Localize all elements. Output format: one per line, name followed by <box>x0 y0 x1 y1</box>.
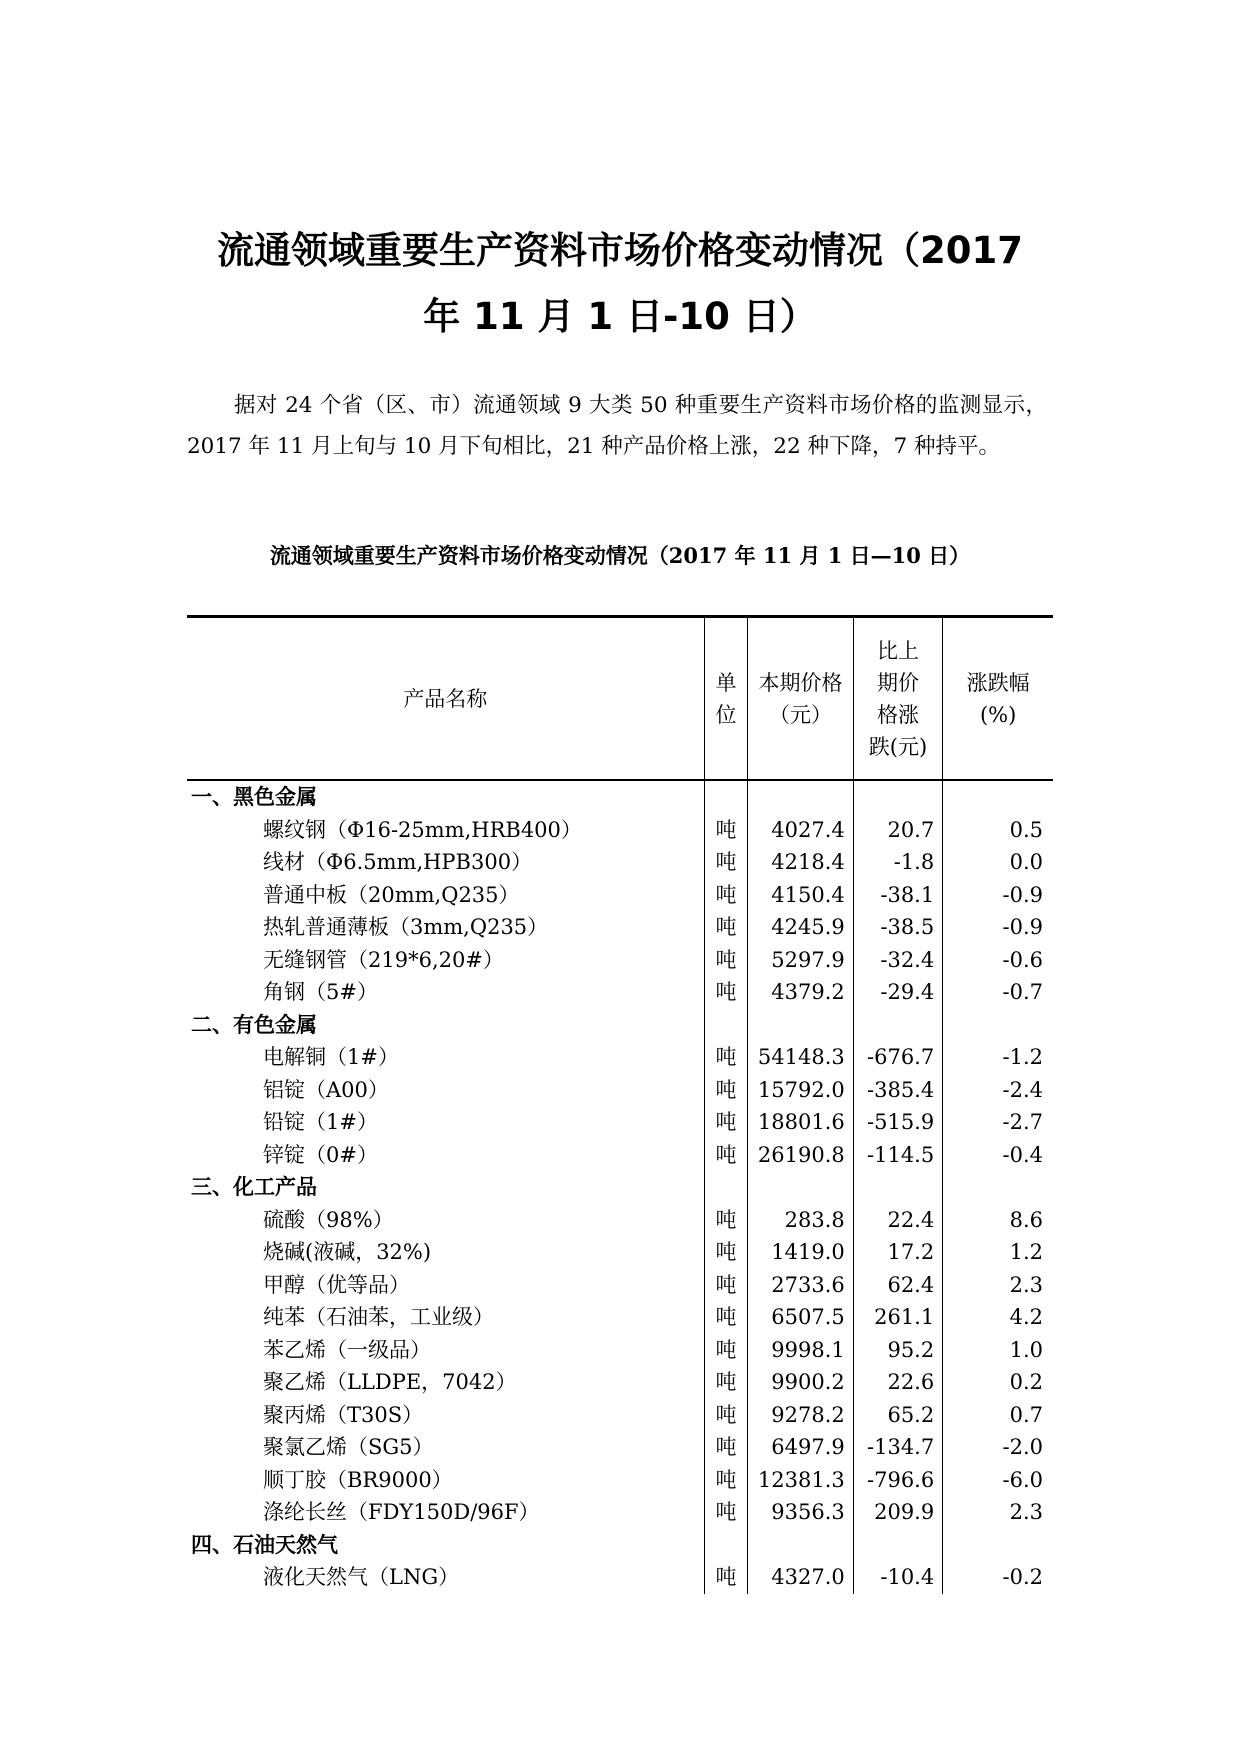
cell-product-name: 无缝钢管（219*6,20#） <box>263 947 504 972</box>
cell-percent: -2.0 <box>943 1431 1053 1464</box>
table-header-row <box>187 617 1053 781</box>
table-row <box>187 1074 1053 1107</box>
page-title <box>150 218 1090 350</box>
cell-price: 26190.8 <box>748 1139 853 1172</box>
cell-change: 261.1 <box>853 1301 942 1334</box>
cell-change <box>853 1009 942 1042</box>
cell-percent: 2.3 <box>943 1269 1053 1302</box>
cell-price <box>748 1529 853 1562</box>
cell-unit: 吨 <box>704 846 748 879</box>
cell-price: 9900.2 <box>748 1366 853 1399</box>
cell-product-name: 烧碱(液碱，32%) <box>263 1240 432 1264</box>
cell-price: 15792.0 <box>748 1074 853 1107</box>
cell-product-name: 聚乙烯（LLDPE，7042） <box>263 1370 517 1394</box>
cell-unit: 吨 <box>704 1496 748 1529</box>
header-percent-label: 涨跌幅(%) <box>966 670 1030 727</box>
cell-unit: 吨 <box>704 1269 748 1302</box>
cell-unit: 吨 <box>704 976 748 1009</box>
cell-price <box>748 1009 853 1042</box>
cell-unit: 吨 <box>704 1074 748 1107</box>
cell-price: 6507.5 <box>748 1301 853 1334</box>
table-row <box>187 1431 1053 1464</box>
page-title-line2: 年 11 月 1 日-10 日） <box>423 295 817 338</box>
cell-price: 4027.4 <box>748 814 853 847</box>
cell-percent: -1.2 <box>943 1041 1053 1074</box>
cell-product-name: 苯乙烯（一级品） <box>263 1337 431 1362</box>
header-unit-label: 单位 <box>715 670 737 727</box>
table-row <box>187 1464 1053 1497</box>
cell-unit: 吨 <box>704 1399 748 1432</box>
cell-price: 12381.3 <box>748 1464 853 1497</box>
cell-change: -38.1 <box>853 879 942 912</box>
cell-product-name: 螺纹钢（Φ16-25mm,HRB400） <box>263 817 582 842</box>
table-row <box>187 814 1053 847</box>
cell-unit: 吨 <box>704 1561 748 1594</box>
cell-change: 22.6 <box>853 1366 942 1399</box>
table-row <box>187 1366 1053 1399</box>
table-row <box>187 1399 1053 1432</box>
intro-paragraph: 据对 24 个省（区、市）流通领域 9 大类 50 种重要生产资料市场价格的监测显示，2017 年 11 月上旬与 10 月下旬相比，21 种产品价格上涨，22 种下降，7 种持平。 <box>187 393 1047 459</box>
table-row <box>187 944 1053 977</box>
category-row <box>187 780 1053 814</box>
category-row <box>187 1529 1053 1562</box>
cell-change: 95.2 <box>853 1334 942 1367</box>
cell-product-name: 四、石油天然气 <box>191 1532 338 1557</box>
cell-price: 1419.0 <box>748 1236 853 1269</box>
cell-unit: 吨 <box>704 1464 748 1497</box>
cell-change: -515.9 <box>853 1106 942 1139</box>
table-row <box>187 1106 1053 1139</box>
cell-unit <box>704 780 748 814</box>
cell-product-name: 铅锭（1#） <box>263 1110 378 1134</box>
cell-percent: 0.2 <box>943 1366 1053 1399</box>
table-row <box>187 976 1053 1009</box>
cell-change <box>853 1529 942 1562</box>
cell-change: 22.4 <box>853 1204 942 1237</box>
cell-product-name: 三、化工产品 <box>191 1175 317 1199</box>
cell-product-name: 聚丙烯（T30S） <box>263 1402 424 1427</box>
cell-change: -29.4 <box>853 976 942 1009</box>
cell-product-name: 铝锭（A00） <box>263 1077 389 1102</box>
cell-percent: 1.2 <box>943 1236 1053 1269</box>
cell-price <box>748 780 853 814</box>
table-row <box>187 911 1053 944</box>
cell-change: 62.4 <box>853 1269 942 1302</box>
cell-product-name: 硫酸（98%） <box>263 1207 394 1232</box>
header-unit <box>704 617 748 781</box>
cell-unit <box>704 1529 748 1562</box>
header-percent <box>943 617 1053 781</box>
cell-percent: -2.7 <box>943 1106 1053 1139</box>
cell-price: 2733.6 <box>748 1269 853 1302</box>
table-row <box>187 846 1053 879</box>
cell-price: 4327.0 <box>748 1561 853 1594</box>
table-row <box>187 1561 1053 1594</box>
cell-product-name: 热轧普通薄板（3mm,Q235） <box>263 915 549 939</box>
cell-percent: -0.4 <box>943 1139 1053 1172</box>
cell-percent: 0.5 <box>943 814 1053 847</box>
cell-unit: 吨 <box>704 1301 748 1334</box>
cell-product-name: 二、有色金属 <box>191 1012 317 1037</box>
header-product-name: 产品名称 <box>187 617 704 781</box>
cell-product-name: 顺丁胶（BR9000） <box>263 1467 453 1492</box>
cell-percent: -0.6 <box>943 944 1053 977</box>
cell-unit <box>704 1009 748 1042</box>
cell-unit: 吨 <box>704 1139 748 1172</box>
cell-percent: -2.4 <box>943 1074 1053 1107</box>
cell-percent: -0.2 <box>943 1561 1053 1594</box>
cell-change: 20.7 <box>853 814 942 847</box>
cell-change: -1.8 <box>853 846 942 879</box>
cell-percent: -0.9 <box>943 879 1053 912</box>
table-row <box>187 1301 1053 1334</box>
header-change-label: 比上期价格涨跌(元) <box>868 638 928 759</box>
cell-product-name: 纯苯（石油苯，工业级） <box>263 1305 494 1329</box>
cell-product-name: 普通中板（20mm,Q235） <box>263 882 520 907</box>
cell-unit: 吨 <box>704 1041 748 1074</box>
table-row <box>187 1139 1053 1172</box>
cell-product-name: 聚氯乙烯（SG5） <box>263 1435 434 1459</box>
cell-unit: 吨 <box>704 879 748 912</box>
cell-change: -134.7 <box>853 1431 942 1464</box>
cell-product-name: 锌锭（0#） <box>263 1142 378 1167</box>
table-row <box>187 879 1053 912</box>
cell-unit: 吨 <box>704 944 748 977</box>
cell-percent: 4.2 <box>943 1301 1053 1334</box>
cell-price: 9998.1 <box>748 1334 853 1367</box>
cell-product-name: 甲醇（优等品） <box>263 1272 410 1297</box>
cell-unit: 吨 <box>704 1106 748 1139</box>
cell-product-name: 涤纶长丝（FDY150D/96F） <box>263 1500 540 1524</box>
cell-percent <box>943 1171 1053 1204</box>
cell-percent: -6.0 <box>943 1464 1053 1497</box>
table-row <box>187 1269 1053 1302</box>
cell-change: -385.4 <box>853 1074 942 1107</box>
cell-product-name: 电解铜（1#） <box>263 1045 399 1069</box>
cell-price <box>748 1171 853 1204</box>
table-body <box>187 780 1053 1594</box>
cell-change: -10.4 <box>853 1561 942 1594</box>
table-caption: 流通领域重要生产资料市场价格变动情况（2017 年 11 月 1 日—10 日） <box>269 543 971 568</box>
cell-unit: 吨 <box>704 1334 748 1367</box>
cell-percent <box>943 1009 1053 1042</box>
cell-unit: 吨 <box>704 1204 748 1237</box>
cell-unit: 吨 <box>704 911 748 944</box>
cell-price: 54148.3 <box>748 1041 853 1074</box>
cell-product-name: 一、黑色金属 <box>191 785 317 809</box>
header-price-label: 本期价格（元） <box>758 670 843 727</box>
cell-price: 18801.6 <box>748 1106 853 1139</box>
cell-percent: 8.6 <box>943 1204 1053 1237</box>
cell-change: -32.4 <box>853 944 942 977</box>
category-row <box>187 1171 1053 1204</box>
cell-price: 4245.9 <box>748 911 853 944</box>
table-row <box>187 1041 1053 1074</box>
cell-change: 209.9 <box>853 1496 942 1529</box>
cell-change: -796.6 <box>853 1464 942 1497</box>
cell-percent <box>943 1529 1053 1562</box>
cell-unit: 吨 <box>704 1431 748 1464</box>
cell-price: 9278.2 <box>748 1399 853 1432</box>
table-row <box>187 1236 1053 1269</box>
cell-price: 9356.3 <box>748 1496 853 1529</box>
cell-percent: 0.0 <box>943 846 1053 879</box>
cell-percent: 2.3 <box>943 1496 1053 1529</box>
cell-price: 6497.9 <box>748 1431 853 1464</box>
table-row <box>187 1496 1053 1529</box>
header-change <box>853 617 942 781</box>
cell-unit: 吨 <box>704 1366 748 1399</box>
price-table <box>187 615 1053 1594</box>
header-price <box>748 617 853 781</box>
table-row <box>187 1334 1053 1367</box>
page-title-line1: 流通领域重要生产资料市场价格变动情况（2017 <box>217 229 1023 272</box>
cell-price: 5297.9 <box>748 944 853 977</box>
cell-product-name: 角钢（5#） <box>263 980 378 1004</box>
cell-price: 283.8 <box>748 1204 853 1237</box>
cell-change <box>853 1171 942 1204</box>
cell-price: 4150.4 <box>748 879 853 912</box>
cell-change: -676.7 <box>853 1041 942 1074</box>
cell-change: 65.2 <box>853 1399 942 1432</box>
table-row <box>187 1204 1053 1237</box>
cell-price: 4379.2 <box>748 976 853 1009</box>
cell-unit <box>704 1171 748 1204</box>
category-row <box>187 1009 1053 1042</box>
cell-percent: 0.7 <box>943 1399 1053 1432</box>
cell-percent: 1.0 <box>943 1334 1053 1367</box>
cell-product-name: 液化天然气（LNG） <box>263 1565 460 1589</box>
cell-unit: 吨 <box>704 814 748 847</box>
cell-percent: -0.9 <box>943 911 1053 944</box>
cell-change: -114.5 <box>853 1139 942 1172</box>
cell-percent: -0.7 <box>943 976 1053 1009</box>
cell-change: 17.2 <box>853 1236 942 1269</box>
cell-change: -38.5 <box>853 911 942 944</box>
cell-unit: 吨 <box>704 1236 748 1269</box>
cell-percent <box>943 780 1053 814</box>
cell-product-name: 线材（Φ6.5mm,HPB300） <box>263 850 533 874</box>
cell-change <box>853 780 942 814</box>
cell-price: 4218.4 <box>748 846 853 879</box>
